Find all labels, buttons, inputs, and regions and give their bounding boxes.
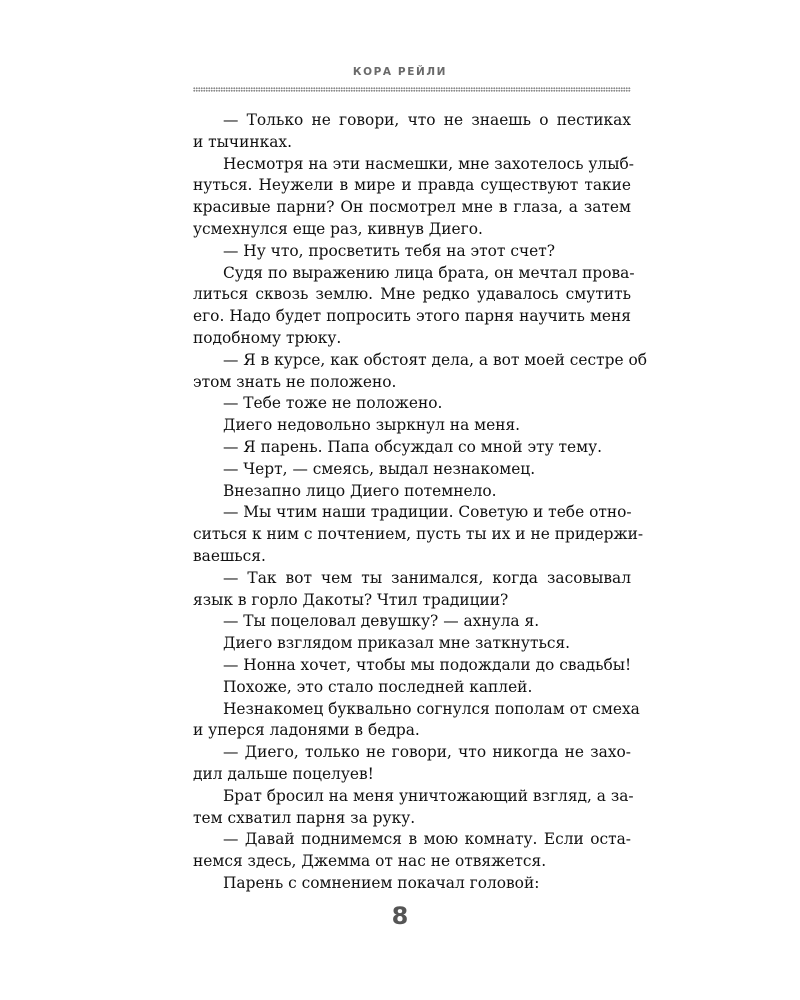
text-line: Парень с сомнением покачал головой: bbox=[223, 873, 540, 892]
text-line: — Я парень. Папа обсуждал со мной эту тему. bbox=[223, 437, 603, 456]
text-line: красивые парни? Он посмотрел мне в глаза, а затем bbox=[193, 198, 631, 217]
text-line: — Давай поднимемся в мою комнату. Если оста- bbox=[223, 830, 631, 849]
text-line: подобному трюку. bbox=[193, 328, 342, 347]
header-dotted-rule bbox=[193, 87, 631, 92]
text-line: Диего взглядом приказал мне заткнуться. bbox=[223, 634, 571, 653]
text-line: — Ну что, просветить тебя на этот счет? bbox=[223, 241, 556, 260]
text-line: этом знать не положено. bbox=[193, 372, 397, 391]
text-line: — Нонна хочет, чтобы мы подождали до свадьбы! bbox=[223, 655, 632, 674]
text-line: Брат бросил на меня уничтожающий взгляд, а за- bbox=[223, 786, 634, 805]
text-line: и тычинках. bbox=[193, 132, 292, 151]
text-line: ситься к ним с почтением, пусть ты их и не придержи- bbox=[193, 525, 644, 544]
text-line: — Так вот чем ты занимался, когда засовывал bbox=[223, 568, 631, 587]
text-line: — Тебе тоже не положено. bbox=[223, 394, 443, 413]
text-line: Внезапно лицо Диего потемнело. bbox=[223, 481, 497, 500]
text-line: — Диего, только не говори, что никогда не захо- bbox=[223, 743, 631, 762]
text-line: Судя по выражению лица брата, он мечтал прова- bbox=[223, 263, 635, 282]
text-line: язык в горло Дакоты? Чтил традиции? bbox=[193, 590, 509, 609]
text-line: литься сквозь землю. Мне редко удавалось смутить bbox=[193, 285, 631, 304]
text-line: немся здесь, Джемма от нас не отвяжется. bbox=[193, 852, 547, 871]
text-line: Похоже, это стало последней каплей. bbox=[223, 677, 533, 696]
text-line: — Я в курсе, как обстоят дела, а вот моей сестре об bbox=[223, 350, 648, 369]
text-line: — Ты поцеловал девушку? — ахнула я. bbox=[223, 612, 540, 631]
text-line: — Мы чтим наши традиции. Советую и тебе отно- bbox=[223, 503, 632, 522]
text-line: нуться. Неужели в мире и правда существуют такие bbox=[193, 176, 631, 195]
text-line: Несмотря на эти насмешки, мне захотелось улыб- bbox=[223, 154, 634, 173]
text-line: дил дальше поцелуев! bbox=[193, 764, 374, 783]
running-head: КОРА РЕЙЛИ bbox=[352, 66, 448, 78]
text-line: Незнакомец буквально согнулся пополам от смеха bbox=[223, 699, 640, 718]
text-line: Диего недовольно зыркнул на меня. bbox=[223, 416, 521, 435]
page-number: 8 bbox=[391, 902, 409, 930]
text-line: тем схватил парня за руку. bbox=[193, 808, 416, 827]
text-line: его. Надо будет попросить этого парня научить меня bbox=[193, 307, 631, 326]
text-line: и уперся ладонями в бедра. bbox=[193, 721, 420, 740]
text-line: усмехнулся еще раз, кивнув Диего. bbox=[193, 219, 483, 238]
text-line: ваешься. bbox=[193, 546, 266, 565]
body-text bbox=[193, 110, 648, 895]
text-line: — Черт, — смеясь, выдал незнакомец. bbox=[223, 459, 536, 478]
text-line: — Только не говори, что не знаешь о пестиках bbox=[223, 111, 631, 129]
